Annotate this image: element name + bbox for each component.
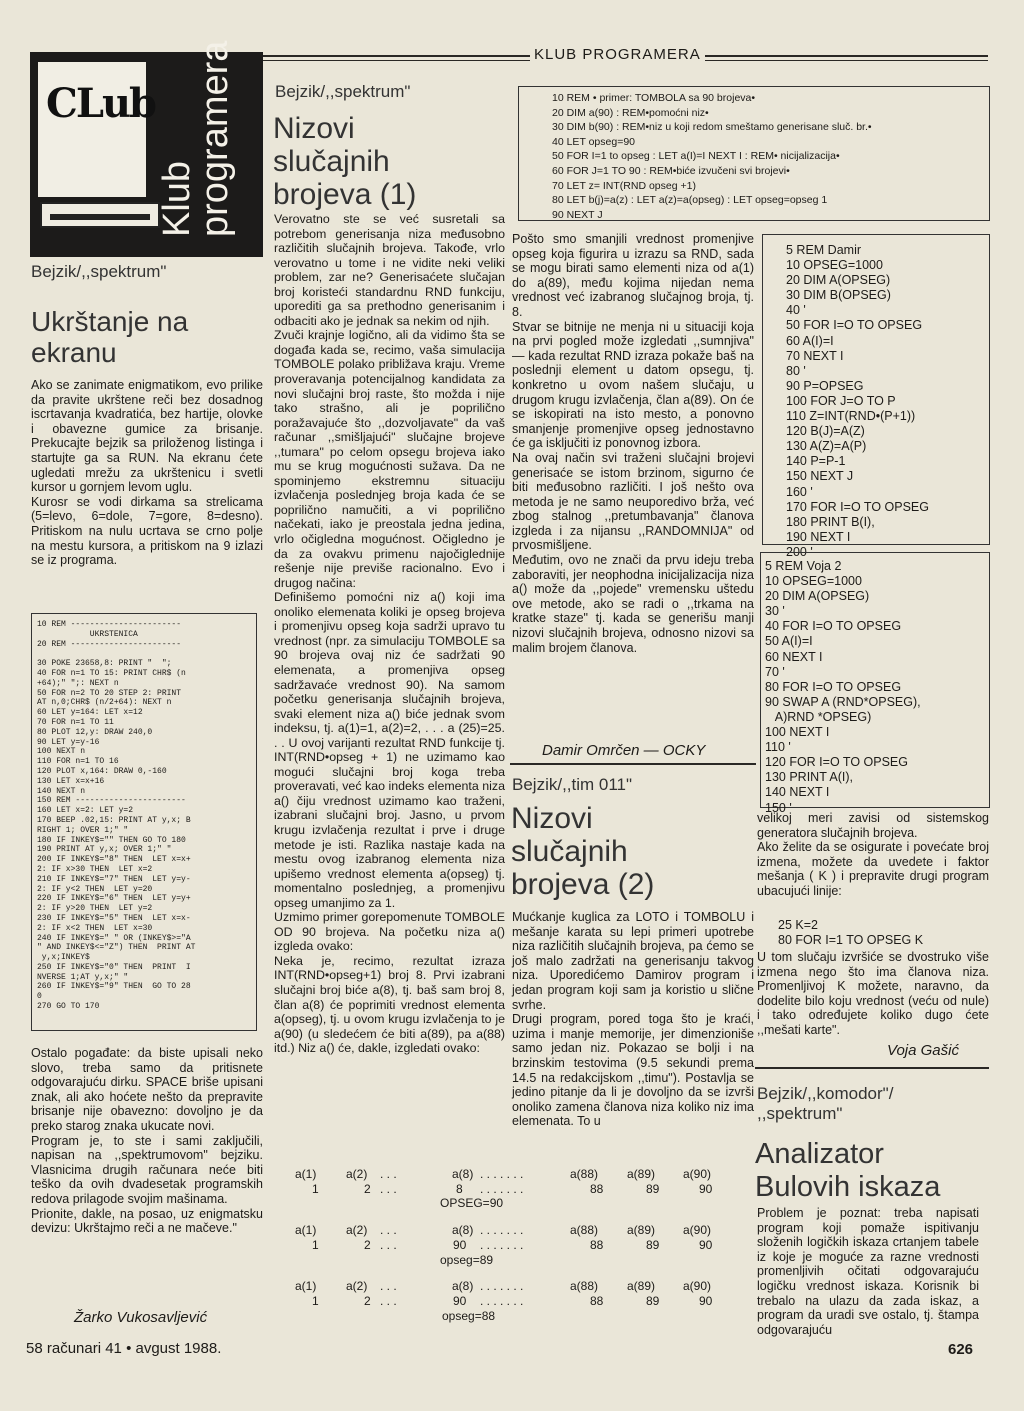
article3-body: Mućkanje kuglica za LOTO i TOMBOLU i mešanje karata su lepi primeri upotrebe niza različitih slučajnih brojeva, pa ćemo se još malo zadržati na generisanju takvog niza. Uporedićemo Damirov program i jedan program koji sam ja koristio u slične svrhe. Drugi program, pored toga što je kraći, uzima i manje memorije, jer dimenzioniše samo jedan niz. Pokazao se bolji i na brzinskim testovima (9.5 sekundi prema 14.5 na redakcijskom ,,timu"). Postavlja se jedino pitanje da li je dovoljno da se izvrši onoliko zamena članova niza koliko niz ima elemenata. To u [512, 910, 754, 1129]
array-label: a(8) [452, 1167, 474, 1181]
array-value: 88 [590, 1294, 604, 1308]
array-label: a(2) [346, 1167, 368, 1181]
array-value: 1 [312, 1238, 319, 1252]
array-caption: opseg=88 [442, 1309, 496, 1323]
array-label: a(88) [570, 1167, 599, 1181]
article3-author: Voja Gašić [887, 1042, 959, 1059]
keyboard-icon [40, 202, 160, 228]
array-value: 90 [699, 1182, 713, 1196]
array-value: 89 [646, 1182, 660, 1196]
array-label: a(2) [346, 1279, 368, 1293]
article3-title: Nizovi slučajnih brojeva (2) [511, 802, 655, 901]
array-label: a(89) [627, 1279, 656, 1293]
array-label: . . . [380, 1167, 397, 1181]
array-value: 90 [453, 1294, 467, 1308]
section-header: KLUB PROGRAMERA [530, 46, 705, 63]
array-label: . . . . . . . [480, 1223, 524, 1237]
logo-vertical-text: Klub programera [156, 40, 236, 237]
array-value: 1 [312, 1182, 319, 1196]
array-block-3 [290, 1279, 730, 1327]
array-value: 88 [590, 1238, 604, 1252]
logo-monitor [38, 62, 156, 197]
array-value: 90 [453, 1238, 467, 1252]
logo-letters: CLub [46, 80, 156, 127]
array-value: 89 [646, 1238, 660, 1252]
article1-listing-box [31, 613, 257, 1031]
array-label: a(1) [295, 1167, 317, 1181]
array-label: . . . . . . . [480, 1167, 524, 1181]
article3-body3: U tom slučaju izvršiće se dvostruko više izmena nego što ima članova niza. Promenljivoj K možete, naravno, da dodelite bilo koju vrednost (veću od nule) i tako određujete koliko dugo ćete ,,mešati karte". [757, 950, 989, 1037]
array-label: a(8) [452, 1279, 474, 1293]
array-value: . . . . . . . [480, 1238, 524, 1252]
array-value: 2 [364, 1294, 371, 1308]
article2-author-rule [510, 763, 756, 765]
article4-rule [755, 1067, 989, 1069]
club-logo [30, 40, 263, 257]
footer-issue: 58 računari 41 • avgust 1988. [26, 1340, 222, 1357]
array-label: a(88) [570, 1223, 599, 1237]
article2-author: Damir Omrčen — OCKY [542, 742, 706, 759]
array-label: a(88) [570, 1279, 599, 1293]
article2-listing: 10 REM • primer: TOMBOLA sa 90 brojeva• 20 DIM a(90) : REM•pomoćni niz• 30 DIM b(90) : REM•niz u koji redom smeštamo generisane sluč. br.• 40 LET opseg=90 50 FOR I=1 to opseg : LET a(I)=I NEXT I : REM• nicijalizacija• 60 FOR J=1 TO 90 : REM•biće izvučeni svi brojevi• 70 LET z= INT(RND opseg +1) 80 LET b(j)=a(z) : LET a(z)=a(opseg) : LET opseg=opseg 1 90 NEXT J [552, 92, 872, 221]
array-block-1 [290, 1167, 730, 1215]
article4-title: Analizator Bulovih iskaza [755, 1138, 941, 1203]
array-value: . . . [380, 1182, 397, 1196]
array-value: . . . . . . . [480, 1182, 524, 1196]
array-label: a(1) [295, 1223, 317, 1237]
article3-body2: velikoj meri zavisi od sistemskog generatora slučajnih brojeva. Ako želite da se osigurate i povećate broj izmena, možete da uvedete i faktor mešanja ( K ) i prepravite drugi program ubacujući linije: [757, 811, 989, 898]
article2-col2: Pošto smo smanjili vrednost promenjive opseg koja figurira u izrazu sa RND, sada se mogu birati samo elementi niza od a(1) do a(89), među kojima nijedan nema vrednost već izabranog slučajnog broja, tj. 8. Stvar se bitnije ne menja ni u situaciji koja na prvi pogled može izgledati ,,sumnjiva" — kada rezultat RND izraza pokaže baš na poslednji element u datom opsegu, tj. konkretno u ovom našem slučaju, u drugom krugu izvlačenja, član a(89). On će se iskopirati na isto mesto, a ponovno smanjenje promenjive opseg jednostavno će ga isključiti iz ponovnog izbora. Na ovaj način svi traženi slučajni brojevi generisaće se istom brzinom, sigurno će biti međusobno različiti. I još nešto ova metoda je ne samo neuporedivo brža, već zbog stalnog ,,pretumbavanja" članova izgleda i za nijansu ,,RANDOMNIJA" od prvosmišljene. Međutim, ovo ne znači da prvu ideju treba zaboraviti, jer neophodna inicijalizacija niza a() može da ,,pojede" vremensku uštedu ove metode, ako se radi o ,,trkama na kratke staze" tj. kada se generišu manji nizovi slučajnih brojeva, odnosno nizovi sa malim brojem članova. [512, 232, 754, 655]
array-block-2 [290, 1223, 730, 1271]
array-value: 90 [699, 1238, 713, 1252]
array-table [290, 1167, 730, 1327]
article4-body: Problem je poznat: treba napisati program koji pomaže ispitivanju složenih logičkih iskaza crtanjem tabele iz koje je moguće za razne vrednosti promenljivih očitati odgovarajuću logičku vrednost iskaza. Korisnik bi trebalo na ulazu da zada iskaz, a program da uradi sve ostalo, tj. štampa odgovarajuću [757, 1206, 979, 1337]
array-caption: opseg=89 [440, 1253, 494, 1267]
article4-kicker: Bejzik/,,komodor"/ ,,spektrum" [757, 1084, 894, 1123]
article2-listing-box [518, 86, 990, 221]
array-label: . . . [380, 1279, 397, 1293]
article1-author: Žarko Vukosavljević [74, 1309, 208, 1326]
article3-listing2-box [760, 552, 990, 815]
article2-col1: Verovatno ste se već susretali sa potrebom generisanja niza međusobno različitih slučajnih brojeva. Takođe, vrlo verovatno u tome i ne vidite neki veliki problem, zar ne? Generisaćete slučajan broj koristeći standardnu RND funkciju, uporediti ga sa prethodno generisanim i odbaciti ako je jednak sa nekim od njih. Zvuči krajnje logično, ali da vidimo šta se događa kada se, recimo, vaša simulacija TOMBOLE polako približava kraju. Vreme proveravanja potencijalnog kandidata za novi slučajni broj raste, što možda i nije tako strašno, ali je poprilično poražavajuće što ,,dozvoljavate" da vaš računar ,,smišljajući" slučajne brojeve ,,tumara" po celom opsegu brojeva iako mu se krug mogućnosti sužava. Da ne spominjemo ekstremnu situaciju izvlačenja poslednjeg broja kada će se poprilično namučiti, a vi poprilično načekati, iako je preostala jedna jedina, vrlo očigledna mogućnost. Očigledno je da za ovakvu primenu najočiglednije rešenje nije previše racionalno. Evo i drugog načina: Definišemo pomoćni niz a() koji ima onoliko elemenata koliki je opseg brojeva i promenjivu opseg koja sadrži upravo tu vrednost (npr. za simulaciju TOMBOLE sa 90 brojeva ovaj niz će sadržati 90 elemenata, a promenjiva opseg sadržavaće vrednost 90). Na samom početku generisanja slučajnih brojeva, svaki element niza a() biće jednak svom indeksu, tj. a(1)=1, a(2)=2, . . . a (25)=25. . . U ovoj varijanti rezultat RND funkcije tj. INT(RND•opseg + 1) ne uzimamo kao mogući slučajni broj koga treba proveravati, već kao indeks elementa niza a() čiju vrednost uzimamo kao traženi, izabrani slučajni broj. Jasno, u prvom krugu izvlačenja rezultat i prve i druge metode je isti. Razlika nastaje kada na mestu ovog izabranog elementa niza upišemo vrednost elementa a(opseg) tj. momentalno poslednjeg, a promenjivu opseg umanjimo za 1. Uzmimo primer gorepomenute TOMBOLE OD 90 brojeva. Na početku niza a() izgleda ovako: Neka je, recimo, rezultat izraza INT(RND•opseg+1) broj 8. Prvi izabrani slučajni broj biće a(8), tj. baš sam broj 8, član a(8) će poprimiti vrednost elementa a(opseg), tj. u ovom krugu izvlačenja to je a(90) (u sledećem će biti a(89), pa a(88) itd.) Niz a() će, dakle, izgledati ovako: [274, 212, 505, 1056]
array-value: . . . . . . . [480, 1294, 524, 1308]
array-label: a(89) [627, 1167, 656, 1181]
article3-listing1: 5 REM Damir 10 OPSEG=1000 20 DIM A(OPSEG) 30 DIM B(OPSEG) 40 ' 50 FOR I=O TO OPSEG 60 A(I)=I 70 NEXT I 80 ' 90 P=OPSEG 100 FOR J=O TO P 110 Z=INT(RND•(P+1)) 120 B(J)=A(Z) 130 A(Z)=A(P) 140 P=P-1 150 NEXT J 160 ' 170 FOR I=O TO OPSEG 180 PRINT B(I), 190 NEXT I 200 ' [786, 243, 929, 559]
array-caption: OPSEG=90 [440, 1196, 504, 1210]
array-label: a(90) [683, 1279, 712, 1293]
article1-listing: 10 REM ----------------------- UKRSTENICA 20 REM ----------------------- 30 POKE 23658,8: PRINT " "; 40 FOR n=1 TO 15: PRINT CHR$ (n +64);" ";: NEXT n 50 FOR n=2 TO 20 STEP 2: PRINT AT n,0;CHR$ (n/2+64): NEXT n 60 LET y=164: LET x=12 70 FOR n=1 TO 11 80 PLOT 12,y: DRAW 240,0 90 LET y=y-16 100 NEXT n 110 FOR n=1 TO 16 120 PLOT x,164: DRAW 0,-160 130 LET x=x+16 140 NEXT n 150 REM ----------------------- 160 LET x=2: LET y=2 170 BEEP .02,15: PRINT AT y,x; B RIGHT 1; OVER 1;" " 180 IF INKEY$="" THEN GO TO 180 190 PRINT AT y,x; OVER 1;" " 200 IF INKEY$="8" THEN LET x=x+ 2: IF x>30 THEN LET x=2 210 IF INKEY$="7" THEN LET y=y- 2: IF y<2 THEN LET y=20 220 IF INKEY$="6" THEN LET y=y+ 2: IF y>20 THEN LET y=2 230 IF INKEY$="5" THEN LET x=x- 2: IF x<2 THEN LET x=30 240 IF INKEY$=" " OR (INKEY$>="A " AND INKEY$<="Z") THEN PRINT AT y,x;INKEY$ 250 IF INKEY$="0" THEN PRINT I NVERSE 1;AT y,x;" " 260 IF INKEY$="9" THEN GO TO 28 0 270 GO TO 170 [37, 620, 196, 1012]
array-label: a(8) [452, 1223, 474, 1237]
array-value: 89 [646, 1294, 660, 1308]
article1-body: Ako se zanimate enigmatikom, evo prilike da pravite ukrštene reči bez dosadnog iscrtavanja kvadratića, bez hartije, olovke i obavezne gumice za brisanje. Prekucajte bejzik sa priloženog listinga i startujte ga sa RUN. Na ekranu ćete ugledati mrežu za ukrštenicu i svetli kursor u gornjem levom uglu. Kurosr se vodi dirkama sa strelicama (5=levo, 6=dole, 7=gore, 8=desno). Pritiskom na nulu ucrtava se crno polje na mestu kursora, a pritiskom na 9 izlazi se iz programa. [31, 378, 263, 568]
array-label: a(1) [295, 1279, 317, 1293]
array-label: a(89) [627, 1223, 656, 1237]
article3-code: 25 K=2 80 FOR I=1 TO OPSEG K [778, 918, 924, 948]
array-value: 2 [364, 1182, 371, 1196]
array-label: a(90) [683, 1167, 712, 1181]
article1-title: Ukrštanje na ekranu [31, 306, 189, 368]
article1-kicker: Bejzik/,,spektrum" [31, 262, 167, 281]
article3-kicker: Bejzik/,,tim 011" [512, 775, 633, 794]
article2-kicker: Bejzik/,,spektrum" [275, 82, 411, 101]
page-number: 626 [948, 1341, 974, 1358]
article3-listing2: 5 REM Voja 2 10 OPSEG=1000 20 DIM A(OPSEG) 30 ' 40 FOR I=O TO OPSEG 50 A(I)=I 60 NEXT I 70 ' 80 FOR I=O TO OPSEG 90 SWAP A (RND*OPSEG), A)RND *OPSEG) 100 NEXT I 110 ' 120 FOR I=O TO OPSEG 130 PRINT A(I), 140 NEXT I 150 ' [765, 559, 921, 815]
array-label: a(2) [346, 1223, 368, 1237]
array-value: 88 [590, 1182, 604, 1196]
article3-listing1-box [762, 234, 990, 559]
array-label: a(90) [683, 1223, 712, 1237]
array-label: . . . . . . . [480, 1279, 524, 1293]
array-value: . . . [380, 1294, 397, 1308]
array-value: 1 [312, 1294, 319, 1308]
article2-title: Nizovi slučajnih brojeva (1) [273, 112, 417, 211]
array-label: . . . [380, 1223, 397, 1237]
array-value: 90 [699, 1294, 713, 1308]
array-value: 8 [456, 1182, 463, 1196]
array-value: . . . [380, 1238, 397, 1252]
article1-body2: Ostalo pogađate: da biste upisali neko slovo, treba samo da pritisnete odgovarajuću dirku. SPACE briše upisani znak, ali ako hoćete nešto da prepravite brisanje nije obavezno: dovoljno je da preko starog znaka ukucate novi. Program je, to ste i sami zaključili, napisan na ,,spektrumovom" bejziku. Vlasnicima drugih računara neće biti teško da ovih dvadesetak programskih redova prilagode svojim mašinama. Prionite, dakle, na posao, uz enigmatsku devizu: Ukrštajmo reči a ne mačeve." [31, 1046, 263, 1236]
array-value: 2 [364, 1238, 371, 1252]
